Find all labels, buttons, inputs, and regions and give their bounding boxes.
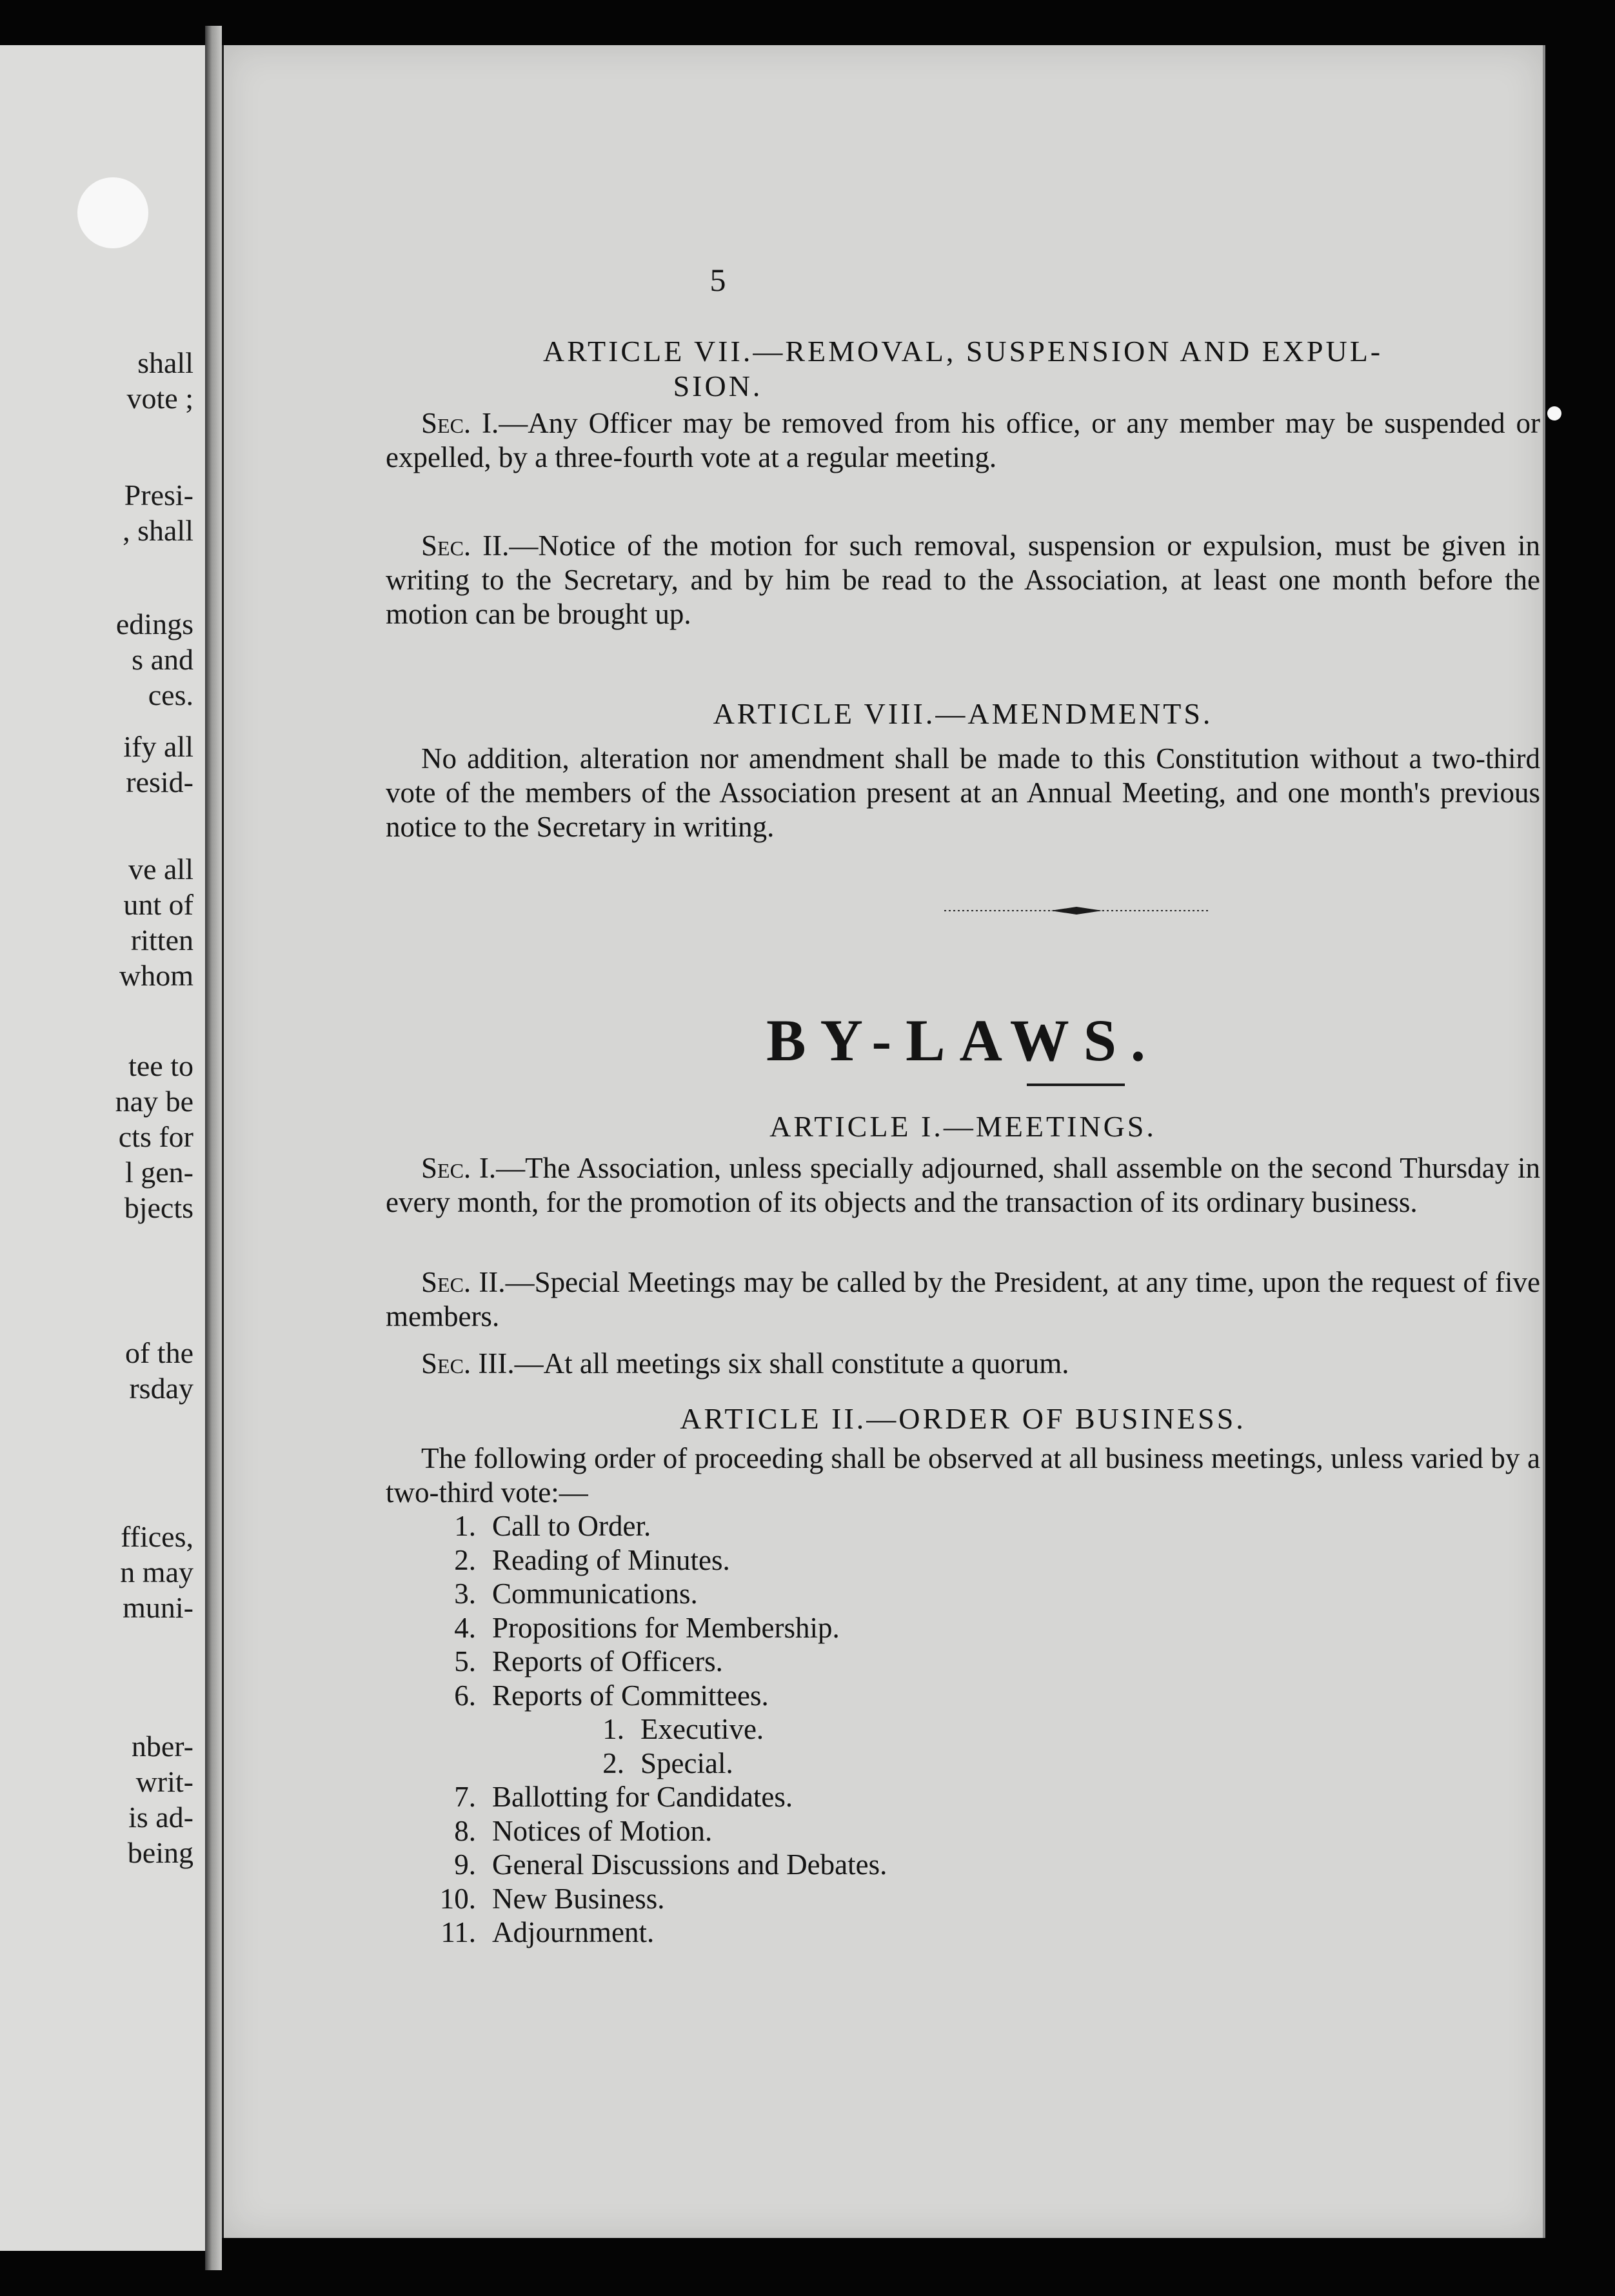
- list-item: [386, 1509, 1540, 1543]
- list-text: Ballotting for Candidates.: [492, 1781, 793, 1813]
- left-page-line: tee to: [128, 1049, 193, 1082]
- section-text: —At all meetings six shall constitute a quorum.: [514, 1347, 1069, 1380]
- list-number: 6.: [454, 1679, 476, 1712]
- section-label: Sec. II.: [421, 529, 510, 562]
- left-facing-page: [0, 45, 205, 2251]
- article-vii-section-1: [386, 406, 1540, 475]
- section-text: —Any Officer may be removed from his office, or any member may be suspended or expelled, by a three-fourth vote at a regular meeting.: [386, 407, 1540, 473]
- left-page-line: cts for: [118, 1120, 193, 1153]
- list-text: Call to Order.: [492, 1510, 651, 1542]
- left-page-line: bjects: [124, 1191, 193, 1224]
- list-number: 2.: [454, 1543, 476, 1576]
- left-page-line: ces.: [148, 678, 193, 711]
- left-page-line: resid-: [126, 766, 193, 798]
- section-text: —Special Meetings may be called by the President, at any time, upon the request of five members.: [386, 1266, 1540, 1332]
- left-page-line: ify all: [123, 730, 193, 763]
- left-page-line: l gen-: [124, 1156, 193, 1189]
- left-page-line: rsday: [129, 1372, 193, 1405]
- list-subitem: [386, 1712, 1540, 1747]
- list-number: 8.: [454, 1814, 476, 1847]
- list-item: [386, 1611, 1540, 1645]
- list-text: Communications.: [492, 1578, 698, 1610]
- left-page-line: s and: [132, 643, 193, 676]
- list-text: Reports of Committees.: [492, 1679, 769, 1712]
- list-item: [386, 1645, 1540, 1679]
- list-item: [386, 1780, 1540, 1814]
- list-text: Reports of Officers.: [492, 1645, 723, 1677]
- article-viii-text: No addition, alteration nor amendment shall be made to this Constitution without a two-third vote of the members of the Association present at an Annual Meeting, and one month's previous notice to the Secretary in writing.: [386, 742, 1540, 843]
- bylaws-article-i-heading: ARTICLE I.—MEETINGS.: [769, 1110, 1156, 1143]
- list-item: [386, 1882, 1540, 1916]
- paper-blemish: [77, 177, 148, 248]
- left-page-line: unt of: [123, 888, 193, 921]
- list-item: [386, 1915, 1540, 1950]
- book-gutter: [205, 26, 222, 2270]
- bylaws-article-ii-intro: The following order of proceeding shall be observed at all business meetings, unless varied by a two-third vote:—: [386, 1442, 1540, 1509]
- paper-blemish: [1547, 406, 1561, 421]
- left-page-line: whom: [119, 959, 193, 992]
- left-page-line: nber-: [131, 1730, 193, 1763]
- list-text: Propositions for Membership.: [492, 1611, 840, 1644]
- list-number: 5.: [454, 1645, 476, 1677]
- left-page-line: shall: [137, 346, 193, 379]
- title-underline: [1027, 1084, 1125, 1086]
- section-label: Sec. III.: [421, 1347, 515, 1380]
- list-number: 2.: [602, 1747, 624, 1779]
- left-page-line: ve all: [128, 853, 193, 886]
- left-page-line: Presi-: [124, 479, 193, 511]
- section-label: Sec. I.: [421, 1152, 497, 1184]
- section-label: Sec. II.: [421, 1266, 506, 1298]
- list-text: Reading of Minutes.: [492, 1543, 730, 1576]
- list-number: 3.: [454, 1578, 476, 1610]
- left-page-line: ffices,: [121, 1520, 193, 1553]
- article-vii-heading-line2: SION.: [673, 370, 763, 402]
- list-text: Executive.: [640, 1713, 764, 1745]
- list-number: 7.: [454, 1781, 476, 1813]
- main-page: [222, 45, 1545, 2238]
- bylaws-article-i-section-2: [386, 1265, 1540, 1334]
- left-page-line: edings: [115, 608, 193, 640]
- list-number: 1.: [454, 1510, 476, 1542]
- list-item: [386, 1679, 1540, 1713]
- page-number: 5: [709, 262, 726, 298]
- article-viii-heading: ARTICLE VIII.—AMENDMENTS.: [713, 697, 1213, 730]
- list-item: [386, 1848, 1540, 1882]
- list-number: 11.: [441, 1916, 476, 1948]
- list-text: Adjournment.: [492, 1916, 655, 1948]
- list-text: New Business.: [492, 1882, 665, 1915]
- list-item: [386, 1577, 1540, 1611]
- bylaws-title: BY-LAWS.: [766, 1007, 1160, 1073]
- list-item: [386, 1814, 1540, 1848]
- bylaws-article-i-section-3: [386, 1347, 1540, 1381]
- left-page-line: muni-: [123, 1591, 193, 1624]
- left-page-line: , shall: [123, 514, 193, 547]
- section-text: —The Association, unless specially adjourned, shall assemble on the second Thursday in every month, for the promotion of its objects and the transaction of its ordinary business.: [386, 1152, 1540, 1218]
- section-divider-ornament: [944, 906, 1209, 915]
- section-text: —Notice of the motion for such removal, suspension or expulsion, must be given in writing to the Secretary, and by him be read to the Association, at least one month before the motion can be brought up.: [386, 529, 1541, 630]
- list-number: 1.: [602, 1713, 624, 1745]
- list-subitem: [386, 1747, 1540, 1781]
- left-page-line: n may: [120, 1556, 193, 1588]
- list-number: 4.: [454, 1611, 476, 1644]
- left-page-line: vote ;: [126, 382, 193, 415]
- list-item: [386, 1543, 1540, 1578]
- bylaws-article-ii-heading: ARTICLE II.—ORDER OF BUSINESS.: [680, 1402, 1246, 1435]
- article-vii-heading-line1: ARTICLE VII.—REMOVAL, SUSPENSION AND EXPUL-: [542, 335, 1383, 368]
- bylaws-article-i-section-1: [386, 1151, 1540, 1220]
- left-page-line: ritten: [130, 924, 193, 956]
- section-label: Sec. I.: [421, 407, 499, 439]
- order-of-business-list: [386, 1509, 1540, 1950]
- list-text: Notices of Motion.: [492, 1814, 713, 1847]
- list-number: 10.: [439, 1882, 476, 1915]
- left-page-line: is ad-: [128, 1801, 193, 1834]
- article-vii-section-2: [386, 529, 1540, 631]
- left-page-line: writ-: [135, 1765, 193, 1798]
- list-text: General Discussions and Debates.: [492, 1848, 887, 1881]
- left-page-line: being: [127, 1836, 193, 1869]
- left-page-line: of the: [124, 1336, 193, 1369]
- left-page-line: nay be: [115, 1085, 193, 1118]
- list-number: 9.: [454, 1848, 476, 1881]
- list-text: Special.: [640, 1747, 733, 1779]
